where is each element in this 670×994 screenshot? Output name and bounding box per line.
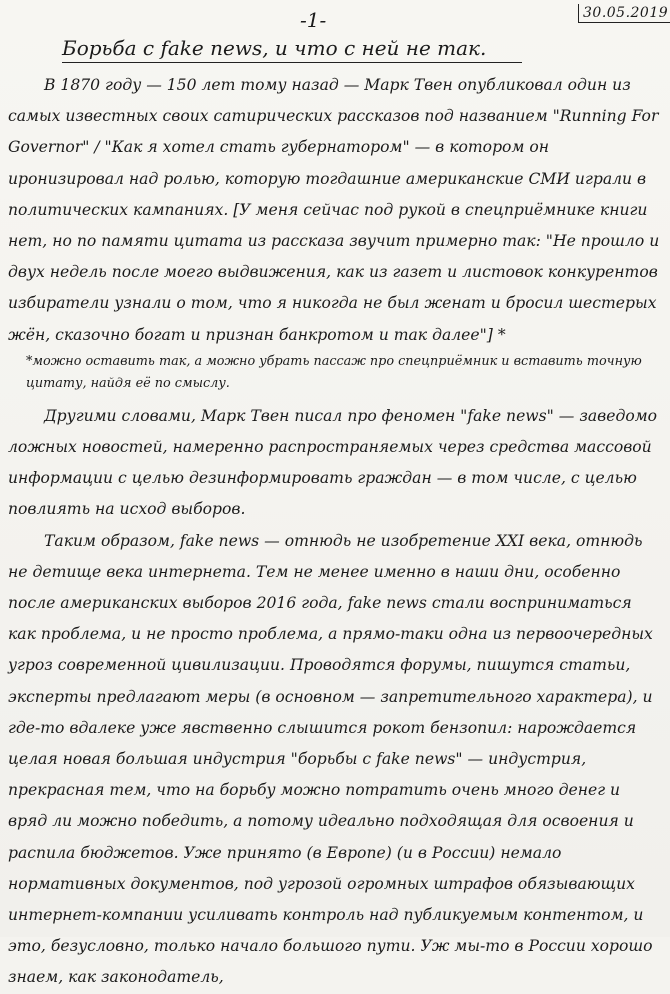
page-number: -1- xyxy=(300,8,327,32)
date-stamp: 30.05.2019 xyxy=(578,4,670,23)
paragraph-3: Таким образом, fake news — отнюдь не изобретение XXI века, отнюдь не детище века интернета. Тем не менее именно в наши дни, особенно после американских выборов 2016 года, fake news стали восприниматься как проблема, и не просто проблема, а прямо-таки одна из первоочередных угроз современной цивилизации. Проводятся форумы, пишутся статьи, эксперты предлагают меры (в основном — запретительного характера), и где-то вдалеке уже явственно слышится рокот бензопил: нарождается целая новая большая индустрия "борьбы с fake news" — индустрия, прекрасная тем, что на борьбу можно потратить очень много денег и вряд ли можно победить, а потому идеально подходящая для освоения и распила бюджетов. Уже принято (в Европе) (и в России) немало нормативных документов, под угрозой огромных штрафов обязывающих интернет-компании усиливать контроль над публикуемым контентом, и это, безусловно, только начало большого пути. Уж мы-то в России хорошо знаем, как законодатель, xyxy=(8,531,653,987)
paragraph-2: Другими словами, Марк Твен писал про феномен "fake news" — заведомо ложных новостей, намеренно распространяемых через средства массовой информации с целью дезинформировать граждан — в том числе, с целью повлиять на исход выборов. xyxy=(8,406,658,519)
page-title: Борьба с fake news, и что с ней не так. xyxy=(62,36,522,63)
paragraph-1: В 1870 году — 150 лет тому назад — Марк Твен опубликовал один из самых известных своих сатирических рассказов под названием "Running For Governor" / "Как я хотел стать губернатором" — в котором он иронизировал над ролью, которую тогдашние американские СМИ играли в политических кампаниях. [У меня сейчас под рукой в спецприёмнике книги нет, но по памяти цитата из рассказа звучит примерно так: "Не прошло и двух недель после моего выдвижения, как из газет и листовок конкурентов избиратели узнали о том, что я никогда не был женат и бросил шестерых жён, сказочно богат и признан банкротом и так далее"] * xyxy=(8,76,660,344)
handwritten-body xyxy=(8,70,662,994)
footnote: *можно оставить так, а можно убрать пассаж про спецприёмник и вставить точную цитату, найдя её по смыслу. xyxy=(26,353,642,391)
